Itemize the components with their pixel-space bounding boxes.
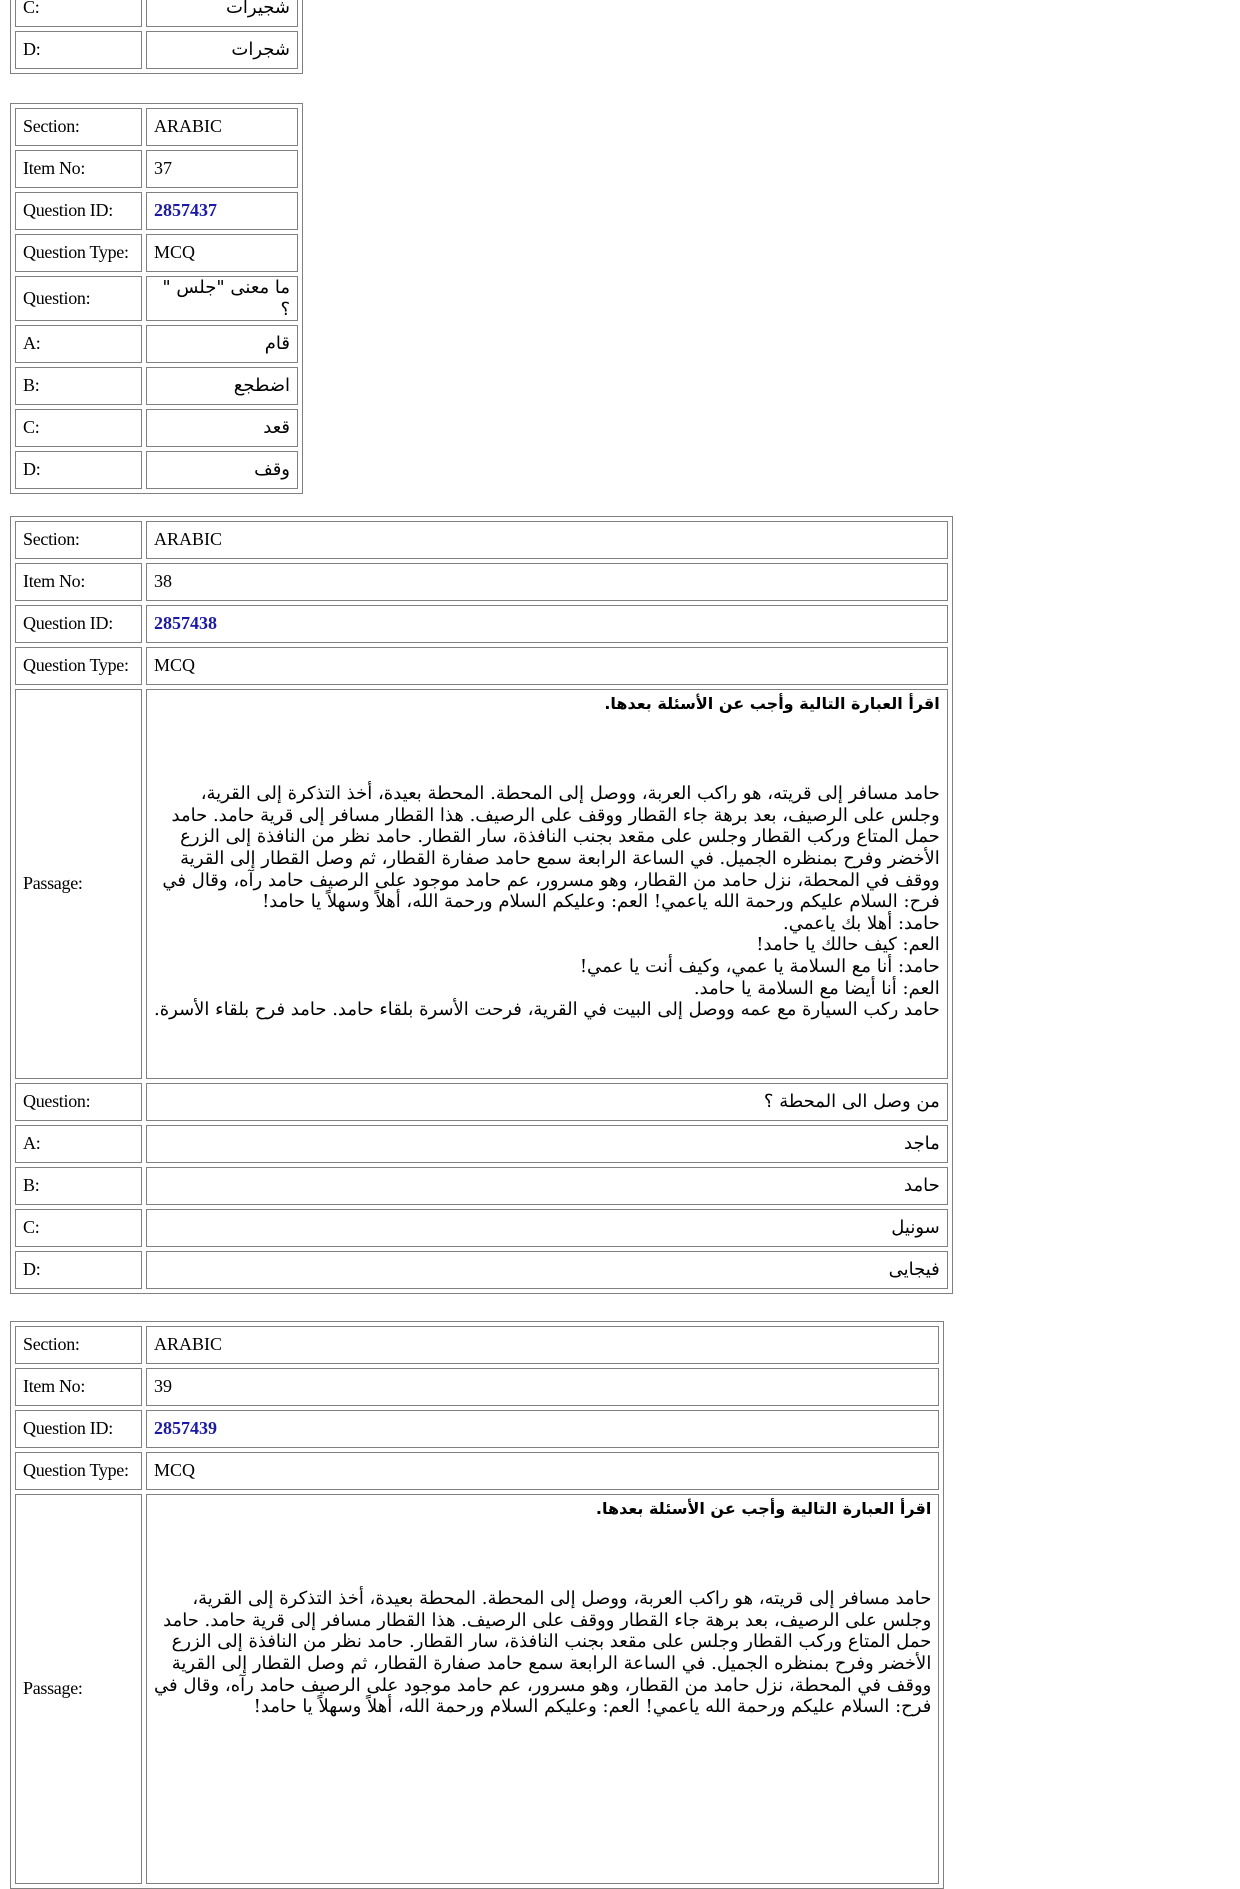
passage-line: فرح: السلام عليكم ورحمة الله ياعمي! العم: وعليكم السلام ورحمة الله، أهلاً وسهلاً يا حامد! bbox=[253, 1696, 932, 1718]
option-c-label: C: bbox=[15, 1209, 142, 1247]
option-row-b bbox=[15, 367, 298, 405]
passage-line: حامد: أهلا بك ياعمي. bbox=[783, 912, 940, 934]
option-row-d bbox=[15, 1251, 948, 1289]
passage-line: الأخضر وفرح بمنظره الجميل. في الساعة الرابعة سمع حامد صفارة القطار، ثم وصل القطار إلى القرية bbox=[171, 1652, 932, 1674]
question-type-row bbox=[15, 234, 298, 272]
question-type-label: Question Type: bbox=[15, 1452, 142, 1490]
passage-line: الأخضر وفرح بمنظره الجميل. في الساعة الرابعة سمع حامد صفارة القطار، ثم وصل القطار إلى القرية bbox=[180, 847, 940, 869]
option-c-value: شجيرات bbox=[146, 0, 298, 27]
option-row-a bbox=[15, 1125, 948, 1163]
passage-line: العم: أنا أيضا مع السلامة يا حامد. bbox=[693, 977, 940, 999]
section-row bbox=[15, 108, 298, 146]
option-b-value: اضطجع bbox=[146, 367, 298, 405]
option-row-d bbox=[15, 451, 298, 489]
option-c-label: C: bbox=[15, 409, 142, 447]
question-type-label: Question Type: bbox=[15, 647, 142, 685]
option-row-a bbox=[15, 325, 298, 363]
option-b-label: B: bbox=[15, 367, 142, 405]
option-d-value: شجرات bbox=[146, 31, 298, 69]
option-c-value: قعد bbox=[146, 409, 298, 447]
question-label: Question: bbox=[15, 276, 142, 321]
question-table-39 bbox=[10, 1321, 944, 1889]
item-no-row bbox=[15, 563, 948, 601]
passage-line: وجلس على الرصيف، بعد برهة جاء القطار ووقف على الرصيف. هذا القطار مسافر إلى قرية حامد. حامد bbox=[171, 804, 940, 826]
option-b-value: حامد bbox=[146, 1167, 948, 1205]
option-a-value: قام bbox=[146, 325, 298, 363]
passage-line: وجلس على الرصيف، بعد برهة جاء القطار ووقف على الرصيف. هذا القطار مسافر إلى قرية حامد. حامد bbox=[163, 1609, 932, 1631]
question-id-row bbox=[15, 605, 948, 643]
question-type-row bbox=[15, 647, 948, 685]
option-row-c bbox=[15, 0, 298, 27]
section-row bbox=[15, 521, 948, 559]
section-value: ARABIC bbox=[146, 108, 298, 146]
question-table-previous bbox=[10, 0, 303, 74]
option-row-c bbox=[15, 409, 298, 447]
question-id-label: Question ID: bbox=[15, 605, 142, 643]
section-label: Section: bbox=[15, 1326, 142, 1364]
item-no-label: Item No: bbox=[15, 1368, 142, 1406]
option-d-label: D: bbox=[15, 451, 142, 489]
passage-row bbox=[15, 1494, 939, 1884]
option-a-label: A: bbox=[15, 1125, 142, 1163]
question-id-label: Question ID: bbox=[15, 192, 142, 230]
option-d-value: وقف bbox=[146, 451, 298, 489]
question-id-value: 2857438 bbox=[146, 605, 948, 643]
option-row-b bbox=[15, 1167, 948, 1205]
option-b-label: B: bbox=[15, 1167, 142, 1205]
question-id-label: Question ID: bbox=[15, 1410, 142, 1448]
section-row bbox=[15, 1326, 939, 1364]
section-label: Section: bbox=[15, 108, 142, 146]
option-a-value: ماجد bbox=[146, 1125, 948, 1163]
question-row bbox=[15, 276, 298, 321]
passage-label: Passage: bbox=[15, 1494, 142, 1884]
passage-line: ووقف في المحطة، نزل حامد من القطار، وهو مسرور، عم حامد موجود على الرصيف حامد رآه، وقال في bbox=[154, 1674, 932, 1696]
passage-spacer bbox=[154, 713, 940, 783]
passage-line: فرح: السلام عليكم ورحمة الله ياعمي! العم: وعليكم السلام ورحمة الله، أهلاً وسهلاً يا حامد! bbox=[262, 891, 940, 913]
question-type-value: MCQ bbox=[146, 234, 298, 272]
item-no-label: Item No: bbox=[15, 150, 142, 188]
passage-text bbox=[146, 1494, 939, 1884]
question-id-value: 2857439 bbox=[146, 1410, 939, 1448]
option-d-label: D: bbox=[15, 31, 142, 69]
item-no-row bbox=[15, 150, 298, 188]
question-text: ما معنى "جلس " ؟ bbox=[146, 276, 298, 321]
question-type-row bbox=[15, 1452, 939, 1490]
option-a-label: A: bbox=[15, 325, 142, 363]
item-no-value: 37 bbox=[146, 150, 298, 188]
passage-line: ووقف في المحطة، نزل حامد من القطار، وهو مسرور، عم حامد موجود على الرصيف حامد رآه، وقال في bbox=[162, 869, 940, 891]
item-no-value: 39 bbox=[146, 1368, 939, 1406]
item-no-label: Item No: bbox=[15, 563, 142, 601]
question-id-row bbox=[15, 192, 298, 230]
question-row bbox=[15, 1083, 948, 1121]
question-table-38 bbox=[10, 516, 953, 1294]
passage-line: العم: كيف حالك يا حامد! bbox=[756, 934, 940, 956]
option-d-value: فيجايى bbox=[146, 1251, 948, 1289]
option-d-label: D: bbox=[15, 1251, 142, 1289]
passage-line: حمل المتاع وركب القطار وجلس على مقعد بجنب النافذة، سار القطار. حامد نظر من النافذة إلى الزرع bbox=[180, 826, 940, 848]
passage-label: Passage: bbox=[15, 689, 142, 1079]
question-type-value: MCQ bbox=[146, 1452, 939, 1490]
passage-row bbox=[15, 689, 948, 1079]
passage-line: حمل المتاع وركب القطار وجلس على مقعد بجنب النافذة، سار القطار. حامد نظر من النافذة إلى الزرع bbox=[171, 1631, 932, 1653]
passage-text bbox=[146, 689, 948, 1079]
section-value: ARABIC bbox=[146, 1326, 939, 1364]
option-row-d bbox=[15, 31, 298, 69]
question-type-value: MCQ bbox=[146, 647, 948, 685]
question-type-label: Question Type: bbox=[15, 234, 142, 272]
option-c-value: سونيل bbox=[146, 1209, 948, 1247]
question-text: من وصل الى المحطة ؟ bbox=[146, 1083, 948, 1121]
question-table-37 bbox=[10, 103, 303, 494]
passage-line: حامد ركب السيارة مع عمه ووصل إلى البيت في القرية، فرحت الأسرة بلقاء حامد. حامد فرح بلقاء الأسرة. bbox=[154, 999, 940, 1021]
section-value: ARABIC bbox=[146, 521, 948, 559]
option-c-label: C: bbox=[15, 0, 142, 27]
question-label: Question: bbox=[15, 1083, 142, 1121]
passage-heading: اقرأ العبارة التالية وأجب عن الأسئلة بعدها. bbox=[604, 694, 940, 713]
question-id-value: 2857437 bbox=[146, 192, 298, 230]
option-row-c bbox=[15, 1209, 948, 1247]
item-no-row bbox=[15, 1368, 939, 1406]
section-label: Section: bbox=[15, 521, 142, 559]
passage-line: حامد: أنا مع السلامة يا عمي، وكيف أنت يا عمي! bbox=[579, 955, 940, 977]
item-no-value: 38 bbox=[146, 563, 948, 601]
passage-spacer bbox=[154, 1518, 931, 1588]
question-id-row bbox=[15, 1410, 939, 1448]
passage-heading: اقرأ العبارة التالية وأجب عن الأسئلة بعدها. bbox=[595, 1499, 932, 1518]
passage-line: حامد مسافر إلى قريته، هو راكب العربة، ووصل إلى المحطة. المحطة بعيدة، أخذ التذكرة إلى القرية، bbox=[200, 783, 940, 805]
passage-line: حامد مسافر إلى قريته، هو راكب العربة، ووصل إلى المحطة. المحطة بعيدة، أخذ التذكرة إلى القرية، bbox=[192, 1588, 932, 1610]
